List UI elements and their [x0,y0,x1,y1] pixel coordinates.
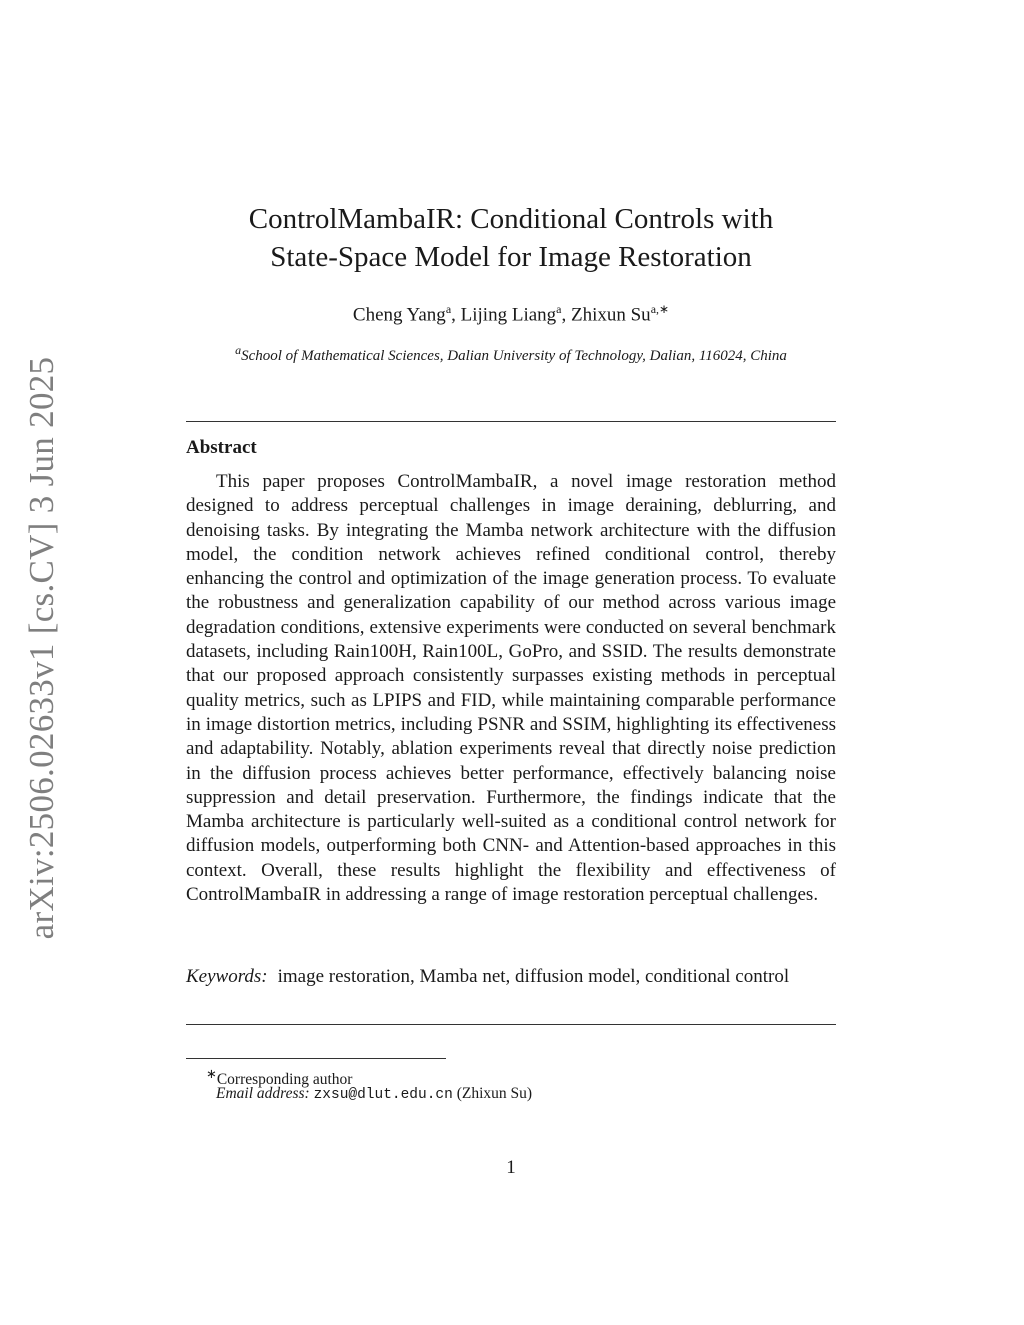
author-name: Zhixun Su [570,304,651,326]
top-divider [186,421,836,422]
email-label: Email address: [216,1085,310,1102]
author-name: Lijing Liang [460,304,557,326]
email-owner: (Zhixun Su) [456,1085,533,1102]
abstract-body: This paper proposes ControlMambaIR, a novel image restoration method designed to address perceptual challenges in image deraining, deblurring, and denoising tasks. By integrating the Mamba network architecture with the diffusion model, the condition network achieves refined conditional control, thereby enhancing the control and optimization of the image generation process. To evaluate the robustness and generalization capability of our method across various image degradation conditions, extensive experiments were conducted on several benchmark datasets, including Rain100H, Rain100L, GoPro, and SSID. The results demonstrate that our proposed approach consistently surpasses existing methods in perceptual quality metrics, such as LPIPS and FID, while maintaining comparable performance in image distortion metrics, including PSNR and SSIM, highlighting its effectiveness and adaptability. Notably, ablation experiments reveal that directly noise prediction in the diffusion process achieves better performance, effectively balancing noise suppression and detail preservation. Furthermore, the findings indicate that the Mamba architecture is particularly well-suited as a conditional control network for diffusion models, outperforming both CNN- and Attention-based approaches in this context. Overall, these results highlight the flexibility and effectiveness of ControlMambaIR in addressing a range of image restoration perceptual challenges. [186,471,836,906]
keywords-text: image restoration, Mamba net, diffusion model, conditional control [277,966,790,987]
author-name: Cheng Yang [352,304,446,326]
author-separator: , [561,304,571,326]
author-separator: , [451,304,461,326]
affiliation-mark: a [235,343,242,357]
page-number: 1 [506,1157,516,1178]
title-line-1: ControlMambaIR: Conditional Controls with [248,203,774,235]
footnote-divider [186,1058,446,1059]
author-list [186,302,836,326]
author-mark: a [556,302,562,316]
paper-title [186,200,836,276]
abstract-heading: Abstract [186,437,257,458]
arxiv-identifier[interactable]: arXiv:2506.02633v1 [cs.CV] 3 Jun 2025 [22,356,61,940]
title-line-2: State-Space Model for Image Restoration [270,241,752,273]
email-link[interactable]: zxsu@dlut.edu.cn [313,1087,453,1103]
author-mark: a,∗ [650,302,670,316]
footnote-email [216,1084,532,1105]
footnote-mark: ∗ [206,1066,217,1081]
keywords [186,965,806,989]
author-mark: a [445,302,452,316]
affiliation-text: School of Mathematical Sciences, Dalian University of Technology, Dalian, 116024, China [241,348,787,364]
keywords-label: Keywords: [186,966,268,987]
corresponding-author-text: Corresponding author [216,1071,353,1089]
affiliation [186,343,836,365]
bottom-divider [186,1024,836,1025]
